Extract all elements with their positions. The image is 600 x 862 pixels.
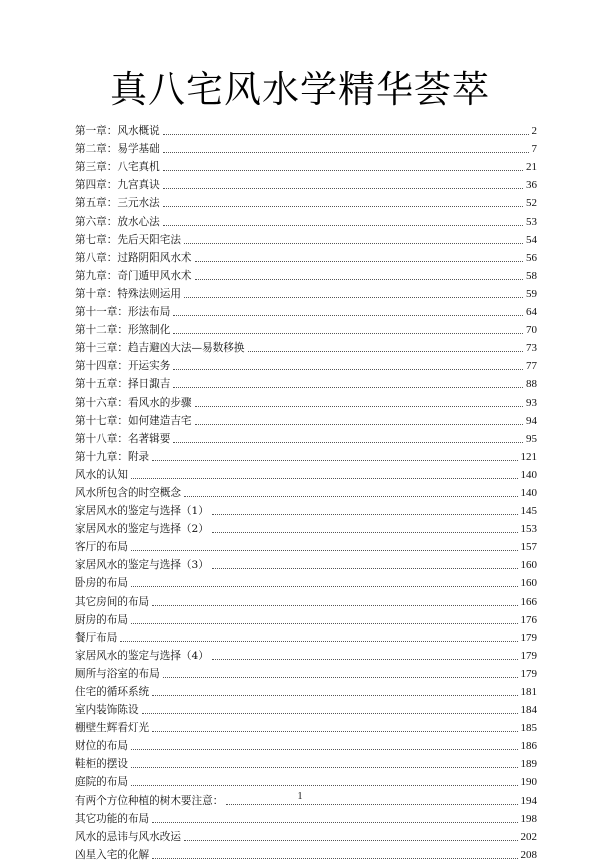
toc-entry-label: 家居风水的鉴定与选择（4）	[75, 649, 209, 662]
toc-dot-leader	[163, 677, 518, 678]
toc-entry[interactable]	[75, 554, 537, 572]
toc-entry[interactable]	[75, 301, 537, 319]
toc-entry-label: 第十三章：趋吉避凶大法—易数移换	[75, 342, 245, 355]
toc-entry-page-number: 208	[520, 848, 537, 861]
toc-entry-label: 风水所包含的时空概念	[75, 486, 181, 499]
toc-entry-label: 风水的认知	[75, 468, 128, 481]
toc-entry-label: 第九章：奇门遁甲风水术	[75, 269, 192, 282]
toc-entry-label: 第十五章：择日諏吉	[75, 378, 171, 391]
toc-entry-label: 第十九章：附录	[75, 450, 150, 463]
toc-entry[interactable]	[75, 355, 537, 373]
toc-entry-label: 第十四章：开运实务	[75, 360, 171, 373]
toc-entry[interactable]	[75, 464, 537, 482]
toc-entry[interactable]	[75, 174, 537, 192]
toc-entry-label: 其它房间的布局	[75, 595, 150, 608]
toc-entry-label: 家居风水的鉴定与选择（3）	[75, 559, 209, 572]
toc-entry-page-number: 94	[526, 414, 537, 427]
toc-entry[interactable]	[75, 446, 537, 464]
toc-entry[interactable]	[75, 482, 537, 500]
table-of-contents	[75, 120, 537, 862]
toc-entry-label: 第四章：九宫真诀	[75, 179, 160, 192]
toc-dot-leader	[131, 767, 518, 768]
toc-entry-page-number: 7	[531, 143, 537, 156]
toc-entry-page-number: 88	[526, 378, 537, 391]
toc-entry-label: 财位的布局	[75, 740, 128, 753]
toc-entry[interactable]	[75, 609, 537, 627]
toc-entry[interactable]	[75, 283, 537, 301]
toc-entry-page-number: 140	[520, 486, 537, 499]
toc-entry-page-number: 160	[520, 559, 537, 572]
toc-dot-leader	[131, 749, 518, 750]
toc-entry-label: 第七章：先后天阳宅法	[75, 233, 181, 246]
toc-entry-page-number: 58	[526, 269, 537, 282]
toc-entry-label: 家居风水的鉴定与选择（2）	[75, 523, 209, 536]
toc-entry-label: 第十七章：如何建造吉宅	[75, 414, 192, 427]
toc-entry[interactable]	[75, 428, 537, 446]
toc-entry-page-number: 186	[520, 740, 537, 753]
toc-entry[interactable]	[75, 771, 537, 789]
toc-entry-page-number: 93	[526, 396, 537, 409]
toc-dot-leader	[195, 279, 523, 280]
toc-entry[interactable]	[75, 826, 537, 844]
document-title: 真八宅风水学精华荟萃	[110, 68, 490, 111]
toc-entry[interactable]	[75, 681, 537, 699]
toc-entry-page-number: 95	[526, 432, 537, 445]
toc-entry[interactable]	[75, 120, 537, 138]
toc-dot-leader	[152, 822, 517, 823]
toc-entry-page-number: 56	[526, 251, 537, 264]
toc-entry-page-number: 153	[520, 523, 537, 536]
toc-entry[interactable]	[75, 247, 537, 265]
toc-entry[interactable]	[75, 373, 537, 391]
toc-entry[interactable]	[75, 663, 537, 681]
toc-dot-leader	[131, 785, 518, 786]
toc-entry-label: 第十二章：形煞制化	[75, 324, 171, 337]
toc-dot-leader	[248, 351, 524, 352]
toc-dot-leader	[163, 134, 529, 135]
toc-dot-leader	[173, 369, 523, 370]
toc-dot-leader	[195, 261, 523, 262]
toc-dot-leader	[163, 225, 523, 226]
toc-entry[interactable]	[75, 391, 537, 409]
toc-entry[interactable]	[75, 156, 537, 174]
toc-entry[interactable]	[75, 518, 537, 536]
toc-entry-page-number: 140	[520, 468, 537, 481]
toc-entry[interactable]	[75, 699, 537, 717]
toc-entry-page-number: 179	[520, 631, 537, 644]
toc-entry-label: 卧房的布局	[75, 577, 128, 590]
toc-entry-page-number: 184	[520, 704, 537, 717]
toc-entry-label: 餐厅布局	[75, 631, 118, 644]
toc-dot-leader	[120, 641, 517, 642]
toc-entry[interactable]	[75, 265, 537, 283]
toc-entry-label: 客厅的布局	[75, 541, 128, 554]
toc-entry-page-number: 52	[526, 197, 537, 210]
toc-dot-leader	[184, 297, 523, 298]
toc-entry[interactable]	[75, 337, 537, 355]
toc-entry-page-number: 121	[520, 450, 537, 463]
toc-entry-page-number: 77	[526, 360, 537, 373]
toc-entry[interactable]	[75, 138, 537, 156]
toc-entry-label: 第十一章：形法布局	[75, 306, 171, 319]
toc-entry[interactable]	[75, 319, 537, 337]
toc-entry-label: 第五章：三元水法	[75, 197, 160, 210]
toc-entry[interactable]	[75, 753, 537, 771]
toc-entry-label: 第十章：特殊法则运用	[75, 287, 181, 300]
toc-entry-page-number: 157	[520, 541, 537, 554]
toc-entry[interactable]	[75, 627, 537, 645]
toc-entry-page-number: 73	[526, 342, 537, 355]
toc-dot-leader	[152, 460, 517, 461]
toc-dot-leader	[173, 315, 523, 316]
page-number-footer: 1	[297, 791, 303, 802]
toc-entry-page-number: 190	[520, 776, 537, 789]
toc-entry-label: 第二章：易学基础	[75, 143, 160, 156]
toc-entry-page-number: 179	[520, 667, 537, 680]
toc-entry-label: 庭院的布局	[75, 776, 128, 789]
toc-dot-leader	[163, 188, 523, 189]
toc-entry-label: 第八章：过路阴阳风水术	[75, 251, 192, 264]
toc-entry-page-number: 70	[526, 324, 537, 337]
toc-entry-page-number: 145	[520, 505, 537, 518]
toc-dot-leader	[226, 804, 517, 805]
toc-entry-label: 其它功能的布局	[75, 812, 150, 825]
toc-entry[interactable]	[75, 808, 537, 826]
toc-dot-leader	[131, 586, 518, 587]
toc-entry[interactable]	[75, 500, 537, 518]
toc-entry[interactable]	[75, 717, 537, 735]
toc-entry-page-number: 59	[526, 287, 537, 300]
toc-entry[interactable]	[75, 410, 537, 428]
toc-entry-label: 第十六章：看风水的步骤	[75, 396, 192, 409]
toc-entry-label: 第三章：八宅真机	[75, 161, 160, 174]
toc-dot-leader	[173, 333, 523, 334]
toc-entry-label: 凶星入宅的化解	[75, 848, 150, 861]
toc-entry[interactable]	[75, 735, 537, 753]
toc-dot-leader	[152, 731, 517, 732]
toc-dot-leader	[212, 532, 518, 533]
toc-entry-page-number: 36	[526, 179, 537, 192]
toc-dot-leader	[163, 152, 529, 153]
toc-entry-label: 厨房的布局	[75, 613, 128, 626]
toc-entry-page-number: 198	[520, 812, 537, 825]
toc-entry[interactable]	[75, 210, 537, 228]
toc-entry-page-number: 166	[520, 595, 537, 608]
toc-dot-leader	[131, 478, 518, 479]
toc-dot-leader	[195, 406, 523, 407]
toc-entry[interactable]	[75, 229, 537, 247]
toc-dot-leader	[212, 568, 518, 569]
toc-entry-label: 第一章：风水概说	[75, 125, 160, 138]
toc-entry-label: 风水的忌讳与风水改运	[75, 830, 181, 843]
toc-entry-label: 第六章：放水心法	[75, 215, 160, 228]
toc-entry-page-number: 189	[520, 758, 537, 771]
toc-entry-label: 厕所与浴室的布局	[75, 667, 160, 680]
toc-entry-page-number: 202	[520, 830, 537, 843]
toc-entry-page-number: 21	[526, 161, 537, 174]
toc-dot-leader	[152, 695, 517, 696]
toc-entry[interactable]	[75, 572, 537, 590]
toc-dot-leader	[173, 387, 523, 388]
toc-dot-leader	[184, 243, 523, 244]
toc-entry-label: 鞋柜的摆设	[75, 758, 128, 771]
toc-dot-leader	[212, 514, 518, 515]
toc-entry-label: 住宅的循环系统	[75, 686, 150, 698]
toc-dot-leader	[131, 623, 518, 624]
toc-entry-page-number: 54	[526, 233, 537, 246]
toc-entry-label: 家居风水的鉴定与选择（1）	[75, 505, 209, 518]
toc-entry[interactable]	[75, 590, 537, 608]
toc-entry[interactable]	[75, 645, 537, 663]
toc-entry-label: 棚壁生辉看灯光	[75, 722, 150, 735]
toc-entry-page-number: 176	[520, 613, 537, 626]
toc-dot-leader	[152, 605, 517, 606]
toc-entry-page-number: 64	[526, 306, 537, 319]
toc-dot-leader	[212, 659, 518, 660]
toc-entry-page-number: 2	[531, 125, 537, 138]
toc-entry-page-number: 185	[520, 722, 537, 735]
toc-entry[interactable]	[75, 192, 537, 210]
toc-entry-page-number: 53	[526, 215, 537, 228]
toc-entry[interactable]	[75, 536, 537, 554]
toc-dot-leader	[195, 424, 523, 425]
toc-dot-leader	[163, 206, 523, 207]
toc-dot-leader	[152, 858, 517, 859]
toc-entry-page-number: 160	[520, 577, 537, 590]
toc-entry-page-number: 181	[520, 686, 537, 698]
toc-dot-leader	[173, 442, 523, 443]
toc-entry-label: 有两个方位种植的树木要注意：	[75, 794, 224, 807]
toc-dot-leader	[184, 840, 518, 841]
toc-dot-leader	[184, 496, 518, 497]
toc-entry[interactable]	[75, 844, 537, 862]
toc-dot-leader	[131, 550, 518, 551]
toc-entry-page-number: 194	[520, 794, 537, 807]
toc-dot-leader	[142, 713, 518, 714]
toc-dot-leader	[163, 170, 523, 171]
toc-entry-label: 室内装饰陈设	[75, 704, 139, 717]
toc-entry-label: 第十八章：名著辑要	[75, 432, 171, 445]
toc-entry-page-number: 179	[520, 649, 537, 662]
